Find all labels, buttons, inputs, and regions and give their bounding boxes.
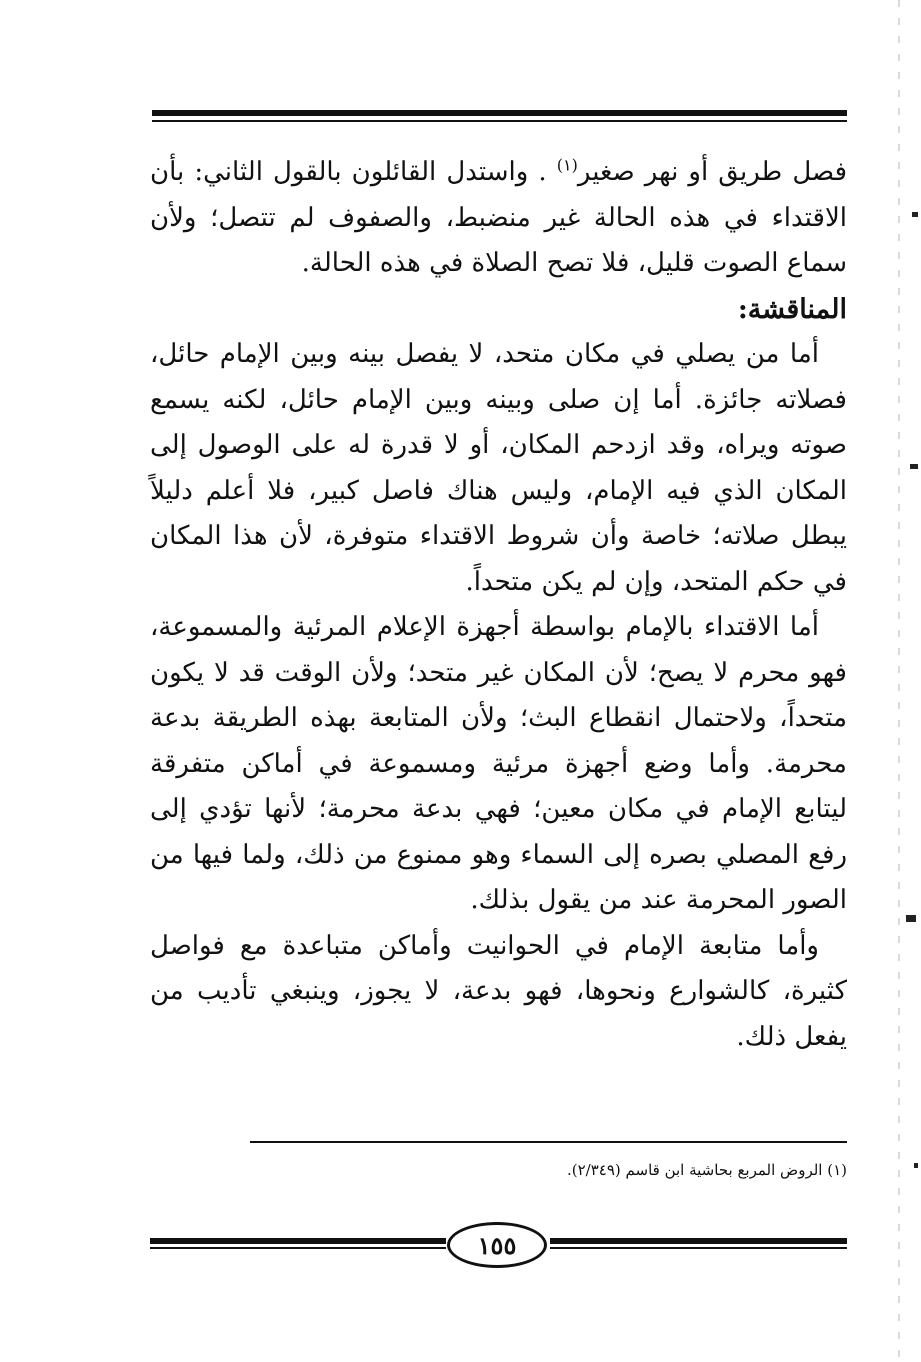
footer-rule-right-thick	[550, 1238, 847, 1244]
footer-rule-left-thin	[150, 1247, 446, 1249]
paragraph-2: أما من يصلي في مكان متحد، لا يفصل بينه وبين الإمام حائل، فصلاته جائزة. أما إن صلى وبينه وبين الإمام حائل، لكنه يسمع صوته ويراه، وقد ازدحم المكان، أو لا قدرة له على الوصول إلى المكان الذي فيه الإمام، وليس هناك فاصل كبير، فلا أعلم دليلاً يبطل صلاته؛ خاصة وأن شروط الاقتداء متوفرة، لأن هذا المكان في حكم المتحد، وإن لم يكن متحداً.	[150, 339, 847, 597]
footer-rule-right-thin	[550, 1247, 847, 1249]
header-rule-thin	[152, 120, 847, 122]
paragraph-3: أما الاقتداء بالإمام بواسطة أجهزة الإعلام المرئية والمسموعة، فهو محرم لا يصح؛ لأن المكان غير متحد؛ ولأن الوقت قد لا يكون متحداً، ولاحتمال انقطاع البث؛ ولأن المتابعة بهذه الطريقة بدعة محرمة. وأما وضع أجهزة مرئية ومسموعة في أماكن متفرقة ليتابع الإمام في مكان معين؛ فهي بدعة محرمة؛ لأنها تؤدي إلى رفع المصلي بصره إلى السماء وهو ممنوع من ذلك، ولما فيها من الصور المحرمة عند من يقول بذلك.	[150, 612, 847, 915]
main-text	[150, 150, 847, 1060]
paragraph-1-rest: . واستدل القائلون بالقول الثاني: بأن الاقتداء في هذه الحالة غير منضبط، والصفوف لم تتصل؛ ولأن سماع الصوت قليل، فلا تصح الصلاة في هذه الحالة.	[150, 157, 847, 278]
footnote: (١) الروض المربع بحاشية ابن قاسم (٢/٣٤٩).	[567, 1161, 847, 1179]
margin-mark	[906, 915, 916, 922]
margin-mark	[914, 1163, 918, 1168]
margin-mark	[912, 212, 918, 217]
scan-artifact-line	[898, 0, 900, 1362]
header-rule-thick	[152, 110, 847, 116]
footer-rule-left-thick	[150, 1238, 446, 1244]
paragraph-1	[150, 150, 847, 287]
paragraph-4: وأما متابعة الإمام في الحوانيت وأماكن متباعدة مع فواصل كثيرة، كالشوارع ونحوها، فهو بدعة، لا يجوز، وينبغي تأديب من يفعل ذلك.	[150, 930, 847, 1052]
footnote-reference: (١)	[556, 155, 578, 175]
footnote-separator	[250, 1141, 847, 1143]
section-heading: المناقشة:	[737, 293, 847, 325]
margin-mark	[910, 464, 918, 469]
page-number: ١٥٥	[447, 1222, 547, 1268]
paragraph-1-start: فصل طريق أو نهر صغير	[577, 157, 847, 187]
